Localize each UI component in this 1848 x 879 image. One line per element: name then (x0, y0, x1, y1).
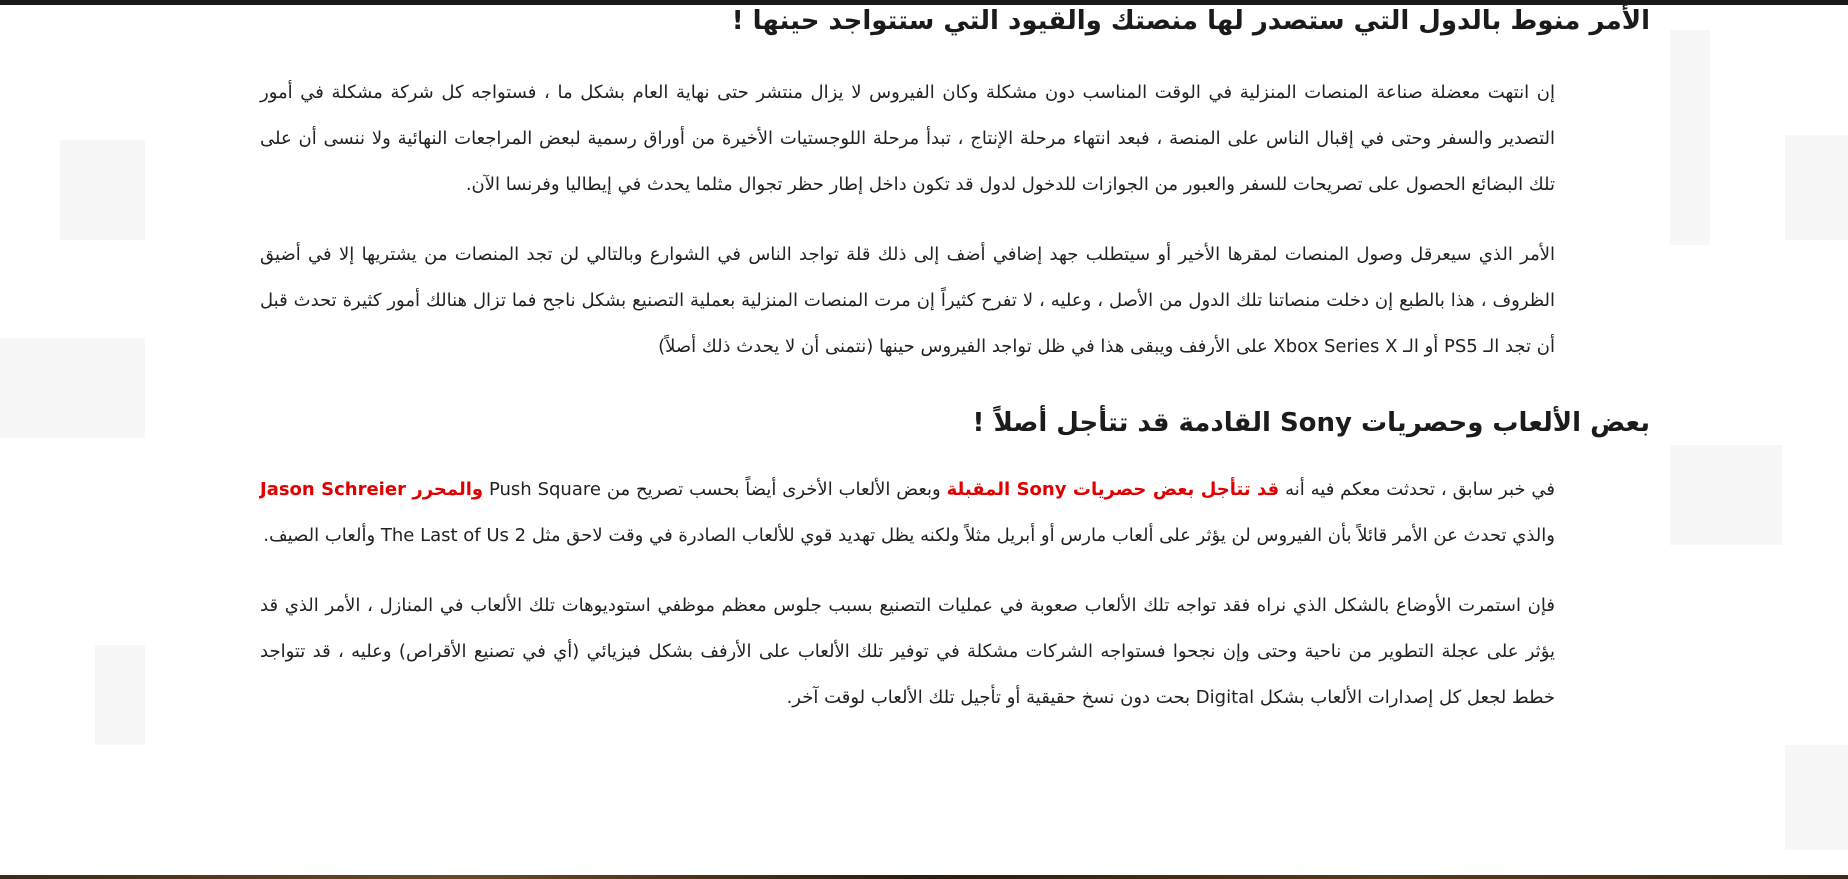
bottom-bar (0, 875, 1848, 879)
left-ad-placeholder (0, 338, 145, 438)
sony-exclusives-link[interactable]: قد تتأجل بعض حصريات Sony المقبلة (946, 479, 1280, 500)
right-ad-placeholder (1785, 745, 1848, 850)
section-heading: بعض الألعاب وحصريات Sony القادمة قد تتأجل أصلاً ! (972, 408, 1650, 438)
paragraph: الأمر الذي سيعرقل وصول المنصات لمقرها الأخير أو سيتطلب جهد إضافي أضف إلى ذلك قلة تواجد الناس في الشوارع وبالتالي لن تجد المنصات من يشتريها إلا في أضيق الظروف ، هذا بالطبع إن دخلت منصاتنا تلك الدول من الأصل ، وعليه ، لا تفرح كثيراً إن مرت المنصات المنزلية بعملية التصنيع بشكل ناجح فما تزال هنالك أمور كثيرة تحدث قبل أن تجد الـ PS5 أو الـ Xbox Series X على الأرفف ويبقى هذا في ظل تواجد الفيروس حينها (نتمنى أن لا يحدث ذلك أصلاً) (260, 244, 1555, 357)
left-ad-placeholder (60, 140, 145, 240)
paragraph: إن انتهت معضلة صناعة المنصات المنزلية في الوقت المناسب دون مشكلة وكان الفيروس لا يزال منتشر حتى نهاية العام بشكل ما ، فستواجه كل شركة مشكلة في أمور التصدير والسفر وحتى في إقبال الناس على المنصة ، فبعد انتهاء مرحلة الإنتاج ، تبدأ مرحلة اللوجستيات الأخيرة من أوراق رسمية لبعض المراجعات النهائية ولا ننسى أن على تلك البضائع الحصول على تصريحات للسفر والعبور من الجوازات للدخول لدول قد تكون داخل إطار حظر تجوال مثلما يحدث في إيطاليا وفرنسا الآن. (260, 82, 1555, 195)
paragraph-text: في خبر سابق ، تحدثت معكم فيه أنه (1279, 479, 1556, 500)
article-body (260, 0, 1650, 721)
left-ad-placeholder (95, 645, 145, 745)
right-ad-placeholder (1670, 30, 1710, 245)
right-ad-placeholder (1785, 135, 1848, 240)
paragraph-text: وبعض الألعاب الأخرى أيضاً بحسب تصريح من Push Square (483, 479, 947, 500)
paragraph-text: والذي تحدث عن الأمر قائلاً بأن الفيروس لن يؤثر على ألعاب مارس أو أبريل مثلاً ولكنه يظل تهديد قوي للألعاب الصادرة في وقت لاحق مثل The Last of Us 2 وألعاب الصيف. (263, 525, 1555, 546)
right-ad-placeholder (1670, 445, 1782, 545)
jason-schreier-link[interactable]: والمحرر Jason Schreier (260, 479, 484, 500)
paragraph: فإن استمرت الأوضاع بالشكل الذي نراه فقد تواجه تلك الألعاب صعوبة في عمليات التصنيع بسبب جلوس معظم موظفي استوديوهات تلك الألعاب في المنازل ، الأمر الذي قد يؤثر على عجلة التطوير من ناحية وحتى وإن نجحوا فستواجه الشركات مشكلة في توفير تلك الألعاب على الأرفف بشكل فيزيائي (أي في تصنيع الأقراص) وعليه ، قد تتواجد خطط لجعل كل إصدارات الألعاب بشكل Digital بحت دون نسخ حقيقية أو تأجيل تلك الألعاب لوقت آخر. (260, 595, 1555, 708)
section-heading: الأمر منوط بالدول التي ستصدر لها منصتك والقيود التي ستتواجد حينها ! (731, 6, 1650, 36)
paragraph (260, 467, 1555, 559)
